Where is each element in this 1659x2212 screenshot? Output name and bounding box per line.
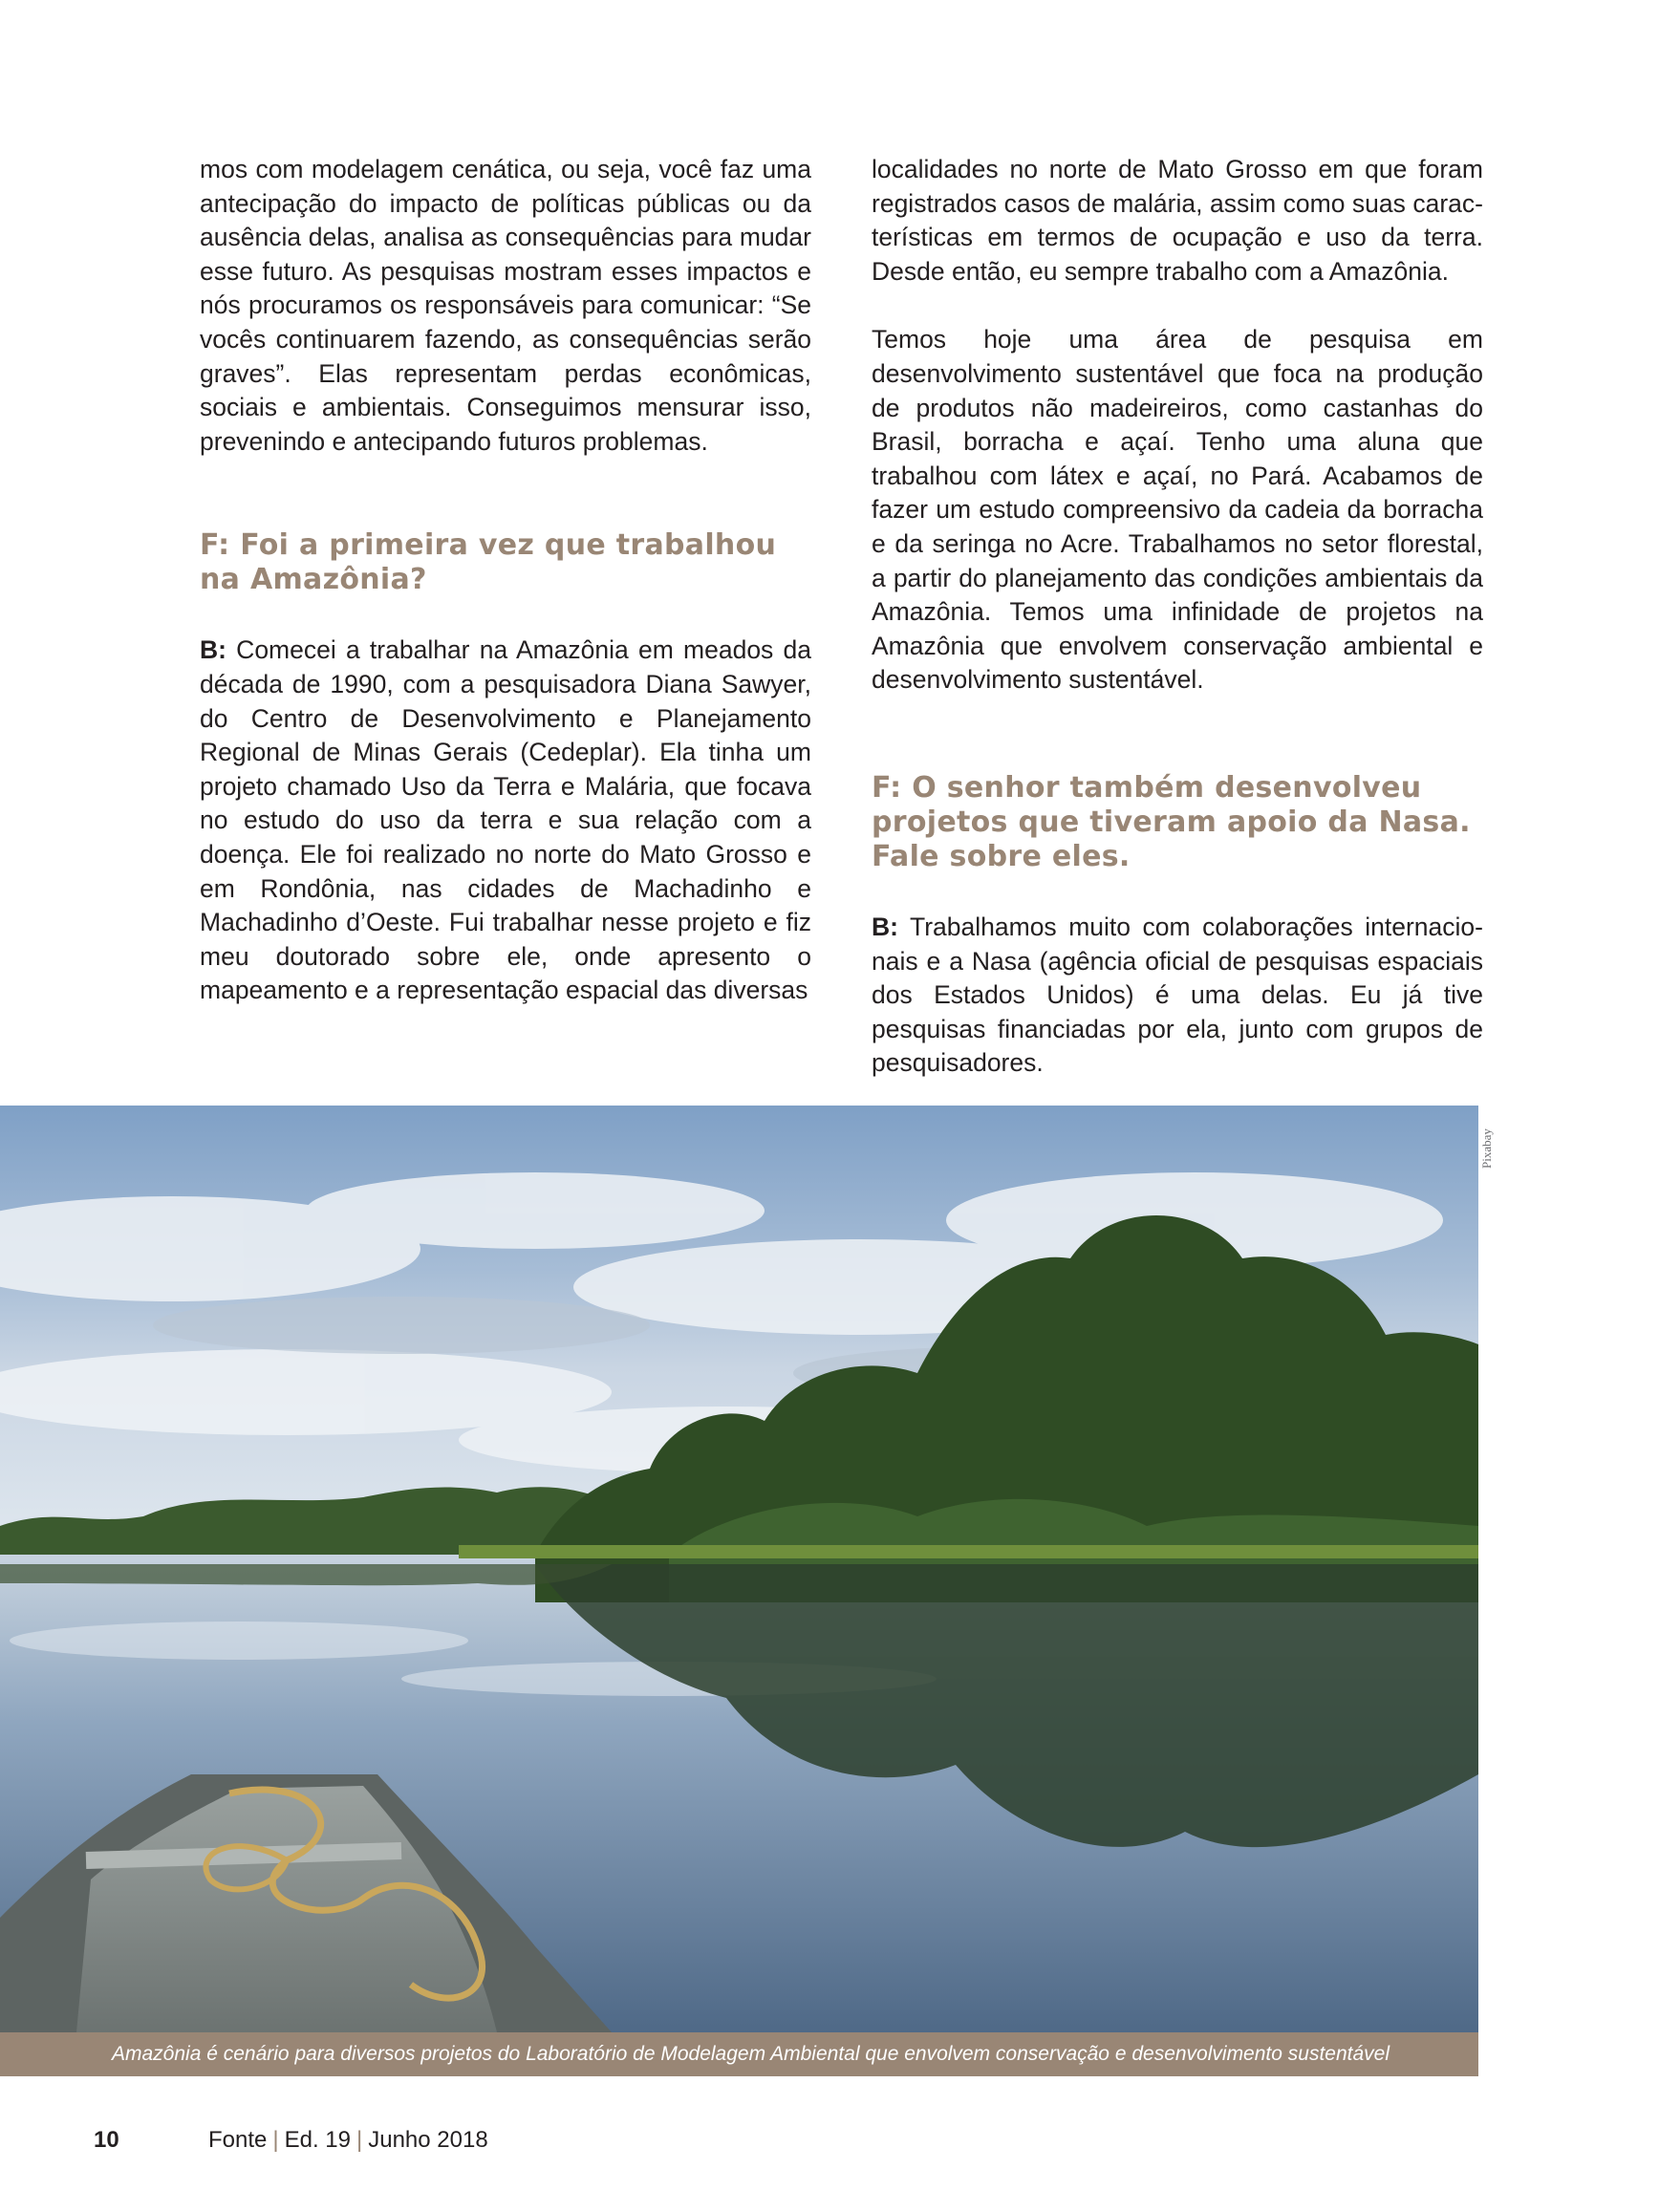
answer-paragraph — [872, 911, 1483, 1081]
body-paragraph: Temos hoje uma área de pesquisa em desenvolvimento sustentável que foca na produção de produtos não madeireiros, como castanhas do Brasil, borracha e açaí. Tenho uma aluna que trabalhou com látex e açaí, no Pará. Acabamos de fazer um estudo compreensivo da cadeia da borracha e da seringa no Acre. Trabalhamos no setor florestal, a partir do planejamento das condições ambientais da Amazônia. Temos uma infinidade de projetos na Amazônia que envolvem conservação ambiental e desenvolvimento sustentável. — [872, 325, 1483, 695]
question-heading: F: O senhor também desenvolveu projetos que tiveram apoio da Nasa. Fale sobre eles. — [872, 770, 1471, 873]
answer-text: Trabalhamos muito com colaborações internacionais e a Nasa (agência oficial de pesquisas espaciais dos Estados Unidos) é uma delas. Eu já tive pesquisas financiadas por ela, junto com grupos de pesquisadores. — [872, 912, 1483, 1078]
separator: | — [272, 2127, 279, 2153]
speaker-label: B: — [872, 912, 898, 941]
left-column — [200, 153, 811, 1008]
edition: Ed. 19 — [284, 2127, 351, 2153]
answer-text: Comecei a trabalhar na Amazônia em meados da década de 1990, com a pesquisadora Diana Sawyer, do Centro de Desenvolvimento e Planejamento Regional de Minas Gerais (Cedeplar). Ela tinha um projeto chamado Uso da Terra e Malária, que focava no estudo do uso da terra e sua relação com a doença. Ele foi realizado no norte do Mato Grosso e em Rondônia, nas cidades de Machadinho e Machadinho d’Oeste. Fui trabalhar nesse projeto e fiz meu doutorado sobre ele, onde apresento o mapeamento e a representação espacial das diversas — [200, 635, 811, 1005]
question-heading: F: Foi a primeira vez que trabalhou na Amazônia? — [200, 528, 777, 597]
issue-date: Junho 2018 — [368, 2127, 488, 2153]
amazon-river-photo — [0, 1106, 1478, 2032]
body-paragraph: localidades no norte de Mato Grosso em que foram registrados casos de malária, assim como suas características em termos de ocupação e uso da terra. Desde então, eu sempre trabalho com a Amazônia. — [872, 155, 1483, 286]
separator: | — [356, 2127, 363, 2153]
answer-paragraph — [200, 634, 811, 1008]
publication-name: Fonte — [208, 2127, 268, 2153]
photo-caption: Amazônia é cenário para diversos projetos do Laboratório de Modelagem Ambiental que envolvem conservação e desenvolvimento sustentável — [0, 2032, 1478, 2076]
publication-info — [208, 2123, 488, 2158]
photo-credit: Pixabay — [1479, 1128, 1494, 1169]
page-number: 10 — [94, 2127, 119, 2153]
right-column — [872, 153, 1483, 1081]
body-paragraph: mos com modelagem cenática, ou seja, você faz uma antecipação do impacto de políticas públicas ou da ausência delas, analisa as consequências para mudar esse futuro. As pesquisas mostram esses impactos e nós procuramos os responsáveis para comunicar: “Se vocês continuarem fazendo, as consequências serão graves”. Elas representam perdas econômicas, sociais e ambientais. Conseguimos mensurar isso, prevenindo e antecipando futuros problemas. — [200, 155, 811, 456]
page-footer — [0, 2123, 1659, 2158]
speaker-label: B: — [200, 635, 226, 665]
